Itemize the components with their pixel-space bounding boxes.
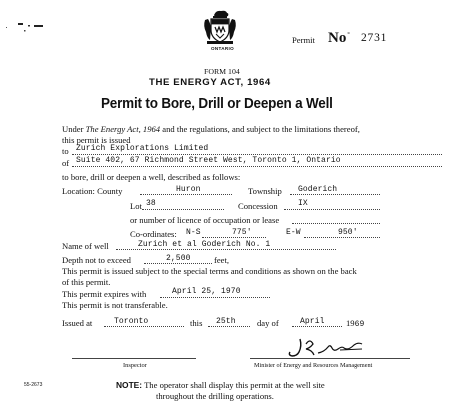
note-label: NOTE:: [116, 380, 143, 390]
minister-signature: [286, 336, 368, 360]
issued-day: 25th: [216, 317, 236, 326]
location-county-label: Location: County: [62, 186, 123, 196]
preamble-line-2: this permit is issued: [62, 135, 131, 145]
address-label: of: [62, 158, 70, 168]
minister-label: Minister of Energy and Resources Management: [254, 362, 373, 369]
depth-underline: [144, 263, 212, 264]
depth-label: Depth not to exceed: [62, 255, 131, 265]
lot-value: 38: [146, 199, 156, 208]
inspector-label: Inspector: [123, 362, 147, 369]
document-title: Permit to Bore, Drill or Deepen a Well: [101, 96, 333, 112]
county-underline: [140, 194, 232, 195]
ew-label: E-W: [286, 228, 301, 237]
issued-year-prefix: 19: [346, 318, 355, 328]
ns-label: N-S: [186, 228, 201, 237]
ew-value: 950': [338, 228, 358, 237]
issued-this-label: this: [190, 318, 203, 328]
crest-label: ONTARIO: [211, 46, 234, 51]
well-name-label: Name of well: [62, 241, 109, 251]
ns-value: 775': [232, 228, 252, 237]
issued-month: April: [300, 317, 325, 326]
concession-label: Concession: [238, 201, 278, 211]
concession-underline: [284, 209, 380, 210]
transfer-text: This permit is not transferable.: [62, 300, 168, 310]
county-value: Huron: [176, 185, 201, 194]
lot-label: Lot: [130, 201, 142, 211]
form-code: 55-2673: [24, 382, 43, 388]
concession-value: IX: [298, 199, 308, 208]
act-title: THE ENERGY ACT, 1964: [149, 77, 271, 88]
coordinates-label: Co-ordinates:: [130, 229, 177, 239]
issued-day-of-label: day of: [257, 318, 279, 328]
issued-day-underline: [208, 326, 250, 327]
permit-number: 2731: [361, 32, 388, 44]
described-text: to bore, drill or deepen a well, described as follows:: [62, 172, 241, 182]
form-number: FORM 104: [204, 67, 240, 76]
issued-year: [346, 318, 364, 329]
expires-label: This permit expires with: [62, 289, 147, 299]
inspector-signature-line: [72, 358, 196, 359]
issued-to-value: Zurich Explorations Limited: [76, 144, 209, 153]
note-line-1: [116, 380, 325, 390]
preamble-act-reference: The Energy Act, 1964: [85, 124, 161, 134]
preamble-line-1: [62, 124, 360, 134]
note-line-2: throughout the drilling operations.: [156, 391, 274, 401]
number-prefix-degree: °: [347, 32, 350, 38]
lot-underline: [142, 209, 224, 210]
issued-place: Toronto: [114, 317, 149, 326]
township-underline: [290, 194, 380, 195]
ns-underline: [202, 237, 266, 238]
licence-underline: [292, 223, 380, 224]
preamble-under: Under: [62, 124, 84, 134]
well-name-underline: [116, 249, 336, 250]
issued-at-label: Issued at: [62, 318, 93, 328]
expires-value: April 25, 1970: [172, 287, 241, 296]
expires-underline: [160, 297, 270, 298]
township-value: Goderich: [298, 185, 338, 194]
permit-number-prefix: [328, 30, 350, 47]
township-label: Township: [248, 186, 282, 196]
conditions-line-1: This permit is issued subject to the special terms and conditions as shown on the back: [62, 266, 357, 276]
issued-to-label: to: [62, 146, 69, 156]
number-prefix-text: No: [328, 30, 347, 46]
permit-label: Permit: [292, 35, 315, 45]
address-value: Suite 402, 67 Richmond Street West, Toronto 1, Ontario: [76, 156, 341, 165]
preamble-line-1-rest: and the regulations, and subject to the limitations thereof,: [162, 124, 360, 134]
well-name-value: Zurich et al Goderich No. 1: [138, 240, 271, 249]
issued-month-underline: [292, 326, 342, 327]
ew-underline: [304, 237, 380, 238]
issued-place-underline: [104, 326, 184, 327]
ontario-crest-emblem: [202, 8, 238, 48]
address-underline: [72, 166, 442, 167]
issued-year-value: 69: [354, 320, 365, 329]
depth-value: 2,500: [166, 254, 191, 263]
licence-label: or number of licence of occupation or lease: [130, 215, 280, 225]
minister-signature-line: [250, 358, 410, 359]
scan-speck-marks: [4, 18, 50, 38]
note-text-1: The operator shall display this permit at the well site: [144, 380, 325, 390]
conditions-line-2: of this permit.: [62, 277, 111, 287]
issued-to-underline: [72, 154, 442, 155]
depth-unit: feet,: [214, 255, 230, 265]
